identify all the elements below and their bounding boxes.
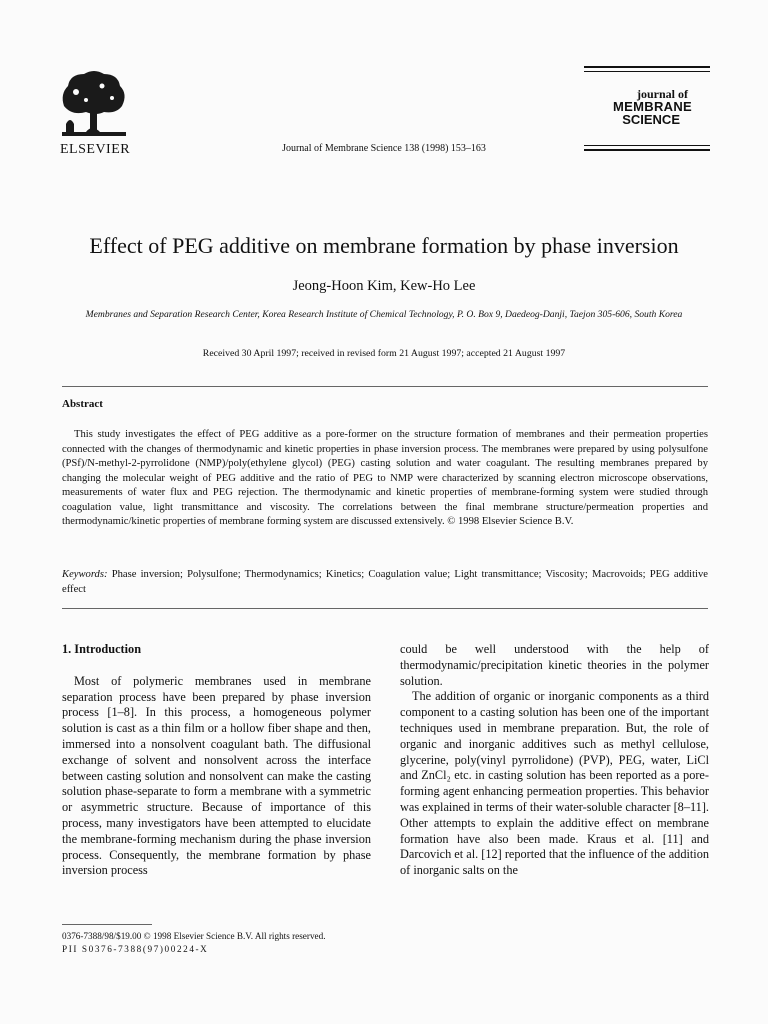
journal-citation: Journal of Membrane Science 138 (1998) 153–163 bbox=[282, 143, 486, 154]
publisher-name: ELSEVIER bbox=[60, 142, 131, 157]
keywords-list: Phase inversion; Polysulfone; Thermodynamics; Kinetics; Coagulation value; Light transmittance; Viscosity; Macrovoids; PEG additive effect bbox=[62, 569, 709, 595]
abstract-heading: Abstract bbox=[62, 398, 103, 410]
brand-bottom-rule bbox=[584, 149, 710, 151]
copyright-line: 0376-7388/98/$19.00 © 1998 Elsevier Science B.V. All rights reserved. bbox=[62, 931, 326, 941]
body-paragraph: Most of polymeric membranes used in membrane separation process have been prepared by phase inversion process [1–8]. In this process, a homogeneous polymer solution is cast as a thin film or a hollow fiber shape and then, immersed into a nonsolvent coagulant bath. The diffusional exchange of solvent and nonsolvent across the interface between casting solution and nonsolvent can make the casting solution phase-separate to form a membrane with a symmetric or asymmetric structure. Because of importance of this process, many investigators have been attempted to elucidate the membrane-forming mechanism during the phase inversion process. Consequently, the membrane formation by phase inversion process bbox=[62, 673, 371, 878]
keywords-label: Keywords: bbox=[62, 569, 108, 580]
abstract-text: This study investigates the effect of PEG additive as a pore-former on the structure formation of membranes and their permeation properties connected with the changes of thermodynamic and kinetic properties in phase inversion process. The membranes were prepared by using polysulfone (PSf)/N-methyl-2-pyrrolidone (NMP)/poly(ethylene glycol) (PEG) casting solution and water coagulant. The resulting membranes prepared by changing the molecular weight of PEG additive and the ratio of PEG to NMP were characterized by scanning electron microscope observations, measurements of water flux and PEG rejection. The thermodynamic and kinetic properties of membrane-forming system were studied through coagulation value, light transmittance and viscosity. The correlations between the final membrane structure/permeation properties and thermodynamic/kinetic properties of membrane forming system are discussed extensively. © 1998 Elsevier Science B.V. bbox=[62, 429, 708, 527]
abstract-top-divider bbox=[62, 386, 708, 387]
author-affiliation: Membranes and Separation Research Center, Korea Research Institute of Chemical Technology, P. O. Box 9, Daedeog-Danji, Taejon 305-606, South Korea bbox=[85, 309, 683, 320]
brand-top-rule-thin bbox=[584, 71, 710, 72]
journal-brand-line: SCIENCE bbox=[622, 112, 680, 127]
journal-brand-line: MEMBRANE bbox=[613, 99, 692, 114]
footer bbox=[62, 930, 326, 956]
pii-line: PII S0376-7388(97)00224-X bbox=[62, 944, 209, 954]
received-dates: Received 30 April 1997; received in revised form 21 August 1997; accepted 21 August 1997 bbox=[202, 348, 566, 359]
keywords-line bbox=[62, 568, 708, 597]
left-column bbox=[62, 642, 371, 879]
article-authors: Jeong-Hoon Kim, Kew-Ho Lee bbox=[292, 278, 476, 294]
body-paragraph: The addition of organic or inorganic components as a third component to a casting solution has been one of the important techniques used in membrane preparation. But, the role of organic and inorganic additives such as methyl cellulose, glycerine, poly(vinyl pyrrolidone) (PVP), PEG, water, LiCl and ZnCl₂ etc. in casting solution has been reported as a pore-forming agent enhancing permeation properties. This behavior was explained in terms of their water-soluble character [8–11]. Other attempts to explain the additive effect on membrane formation have also been made. Kraus et al. [11] and Darcovich et al. [12] reported that the influence of the addition of inorganic salts on the bbox=[400, 689, 710, 878]
journal-brand bbox=[582, 88, 710, 126]
journal-brand-line: journal of bbox=[637, 87, 688, 101]
footer-rule bbox=[62, 924, 152, 925]
article-title: Effect of PEG additive on membrane formation by phase inversion bbox=[89, 233, 679, 258]
elsevier-tree-logo bbox=[56, 66, 130, 140]
brand-bottom-rule-thin bbox=[584, 145, 710, 146]
brand-top-rule bbox=[584, 66, 710, 68]
abstract-bottom-divider bbox=[62, 608, 708, 609]
right-column bbox=[400, 642, 709, 879]
section-heading: 1. Introduction bbox=[62, 642, 142, 656]
body-paragraph: could be well understood with the help of thermodynamic/precipitation kinetic theories in the polymer solution. bbox=[400, 642, 709, 688]
